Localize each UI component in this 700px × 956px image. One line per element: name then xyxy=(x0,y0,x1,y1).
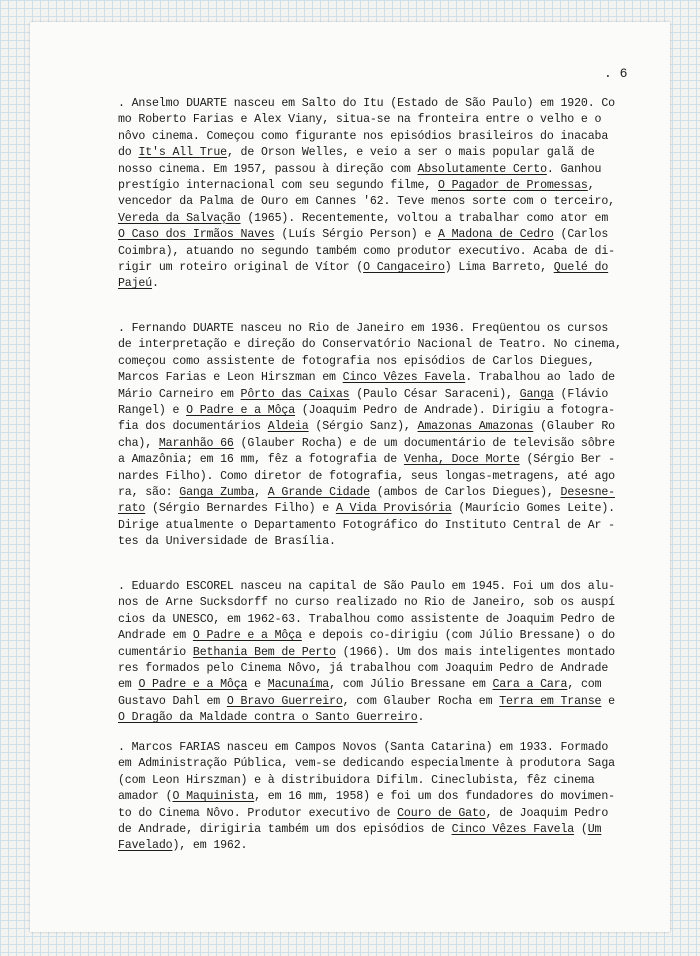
text-segment: cumentário xyxy=(118,645,193,659)
text-segment: , de Orson Welles, e veio a ser o mais popular galã de xyxy=(226,146,595,160)
text-line xyxy=(118,773,628,789)
text-segment: nos de Arne Sucksdorff no curso realizado no Rio de Janeiro, sob os auspí xyxy=(118,596,615,610)
text-line xyxy=(118,469,628,485)
film-title: Macunaíma xyxy=(267,678,330,692)
text-line xyxy=(118,645,628,661)
text-segment: (1966). Um dos mais inteligentes montado xyxy=(335,645,615,659)
text-segment: , em 16 mm, 1958) e foi um dos fundadores do movimen- xyxy=(254,790,615,804)
bio-eduardo-escorel xyxy=(118,579,628,727)
text-line xyxy=(118,337,628,353)
text-segment: mo Roberto Farias e Alex Viany, situa-se na fronteira entre o velho e o xyxy=(118,113,602,127)
text-segment: (Glauber Ro xyxy=(533,420,615,434)
text-segment: de interpretação e direção do Conservatório Nacional de Teatro. No cinema, xyxy=(118,338,622,352)
text-segment: to do Cinema Nôvo. Produtor executivo de xyxy=(118,806,398,820)
text-segment: (Flávio xyxy=(553,387,609,401)
text-line xyxy=(118,710,628,726)
text-line xyxy=(118,822,628,838)
text-segment: . Trabalhou ao lado de xyxy=(465,371,615,385)
film-title: A Vida Provisória xyxy=(335,502,452,516)
text-line xyxy=(118,740,628,756)
text-segment: cios da UNESCO, em 1962-63. Trabalhou como assistente de Joaquim Pedro de xyxy=(118,612,615,626)
text-segment: , xyxy=(254,486,268,500)
text-segment: (1965). Recentemente, voltou a trabalhar como ator em xyxy=(240,211,609,225)
text-line xyxy=(118,162,628,178)
text-segment: . Anselmo DUARTE nasceu em Salto do Itu (Estado de São Paulo) em 1920. Co xyxy=(118,97,615,110)
text-segment: (ambos de Carlos Diegues), xyxy=(369,486,561,500)
text-line xyxy=(118,789,628,805)
text-segment: começou como assistente de fotografia nos episódios de Carlos Diegues, xyxy=(118,354,595,368)
text-segment: Marcos Farias e Leon Hirszman em xyxy=(118,371,343,385)
text-segment: . xyxy=(417,711,425,725)
text-segment: (com Leon Hirszman) e à distribuidora Difilm. Cineclubista, fêz cinema xyxy=(118,773,595,787)
text-segment: . Eduardo ESCOREL nasceu na capital de São Paulo em 1945. Foi um dos alu- xyxy=(118,580,615,593)
text-segment: Dirige atualmente o Departamento Fotográfico do Instituto Central de Ar - xyxy=(118,518,615,532)
film-title: Ganga xyxy=(519,387,554,401)
text-line xyxy=(118,387,628,403)
text-line xyxy=(118,694,628,710)
text-segment: a Amazônia; em 16 mm, fêz a fotografia de xyxy=(118,453,404,467)
text-line xyxy=(118,403,628,419)
text-line xyxy=(118,194,628,210)
film-title: Pôrto das Caixas xyxy=(240,387,350,401)
text-line xyxy=(118,276,628,292)
text-segment: (Sérgio Ber - xyxy=(519,453,615,467)
text-segment: , com Júlio Bressane em xyxy=(329,678,493,692)
text-segment: de Andrade, dirigiria também um dos episódios de xyxy=(118,823,452,837)
film-title: O Pagador de Promessas xyxy=(437,179,588,193)
text-segment: . Ganhou xyxy=(546,162,602,176)
film-title: O Maquinista xyxy=(172,790,255,804)
text-segment: res formados pelo Cinema Nôvo, já trabalhou com Joaquim Pedro de Andrade xyxy=(118,662,609,676)
film-title: Ganga Zumba xyxy=(179,486,255,500)
text-segment: do xyxy=(118,146,139,160)
page-number: . 6 xyxy=(604,66,628,81)
text-line xyxy=(118,534,628,550)
text-segment: (Glauber Rocha) e de um documentário de televisão sôbre xyxy=(233,436,615,450)
film-title: It's All True xyxy=(138,146,227,160)
text-segment: , de Joaquim Pedro xyxy=(485,806,609,820)
bio-fernando-duarte xyxy=(118,321,628,551)
text-segment: nôvo cinema. Começou como figurante nos episódios brasileiros do inacaba xyxy=(118,129,609,143)
text-segment: (Sérgio Bernardes Filho) e xyxy=(145,502,336,516)
bio-marcos-farias xyxy=(118,740,628,855)
text-segment: Gustavo Dahl em xyxy=(118,694,227,708)
text-line xyxy=(118,227,628,243)
text-segment: , xyxy=(587,179,595,193)
text-line xyxy=(118,145,628,161)
text-segment: nardes Filho). Como diretor de fotografia, seus longas-metragens, até ago xyxy=(118,469,615,483)
text-line xyxy=(118,112,628,128)
text-line xyxy=(118,321,628,337)
film-title: Desesne- xyxy=(560,486,615,500)
film-title: Quelé do xyxy=(553,261,609,275)
film-title: Pajeú xyxy=(118,277,153,291)
text-line xyxy=(118,612,628,628)
bio-anselmo-duarte xyxy=(118,96,628,293)
film-title: rato xyxy=(118,502,146,516)
film-title: Amazonas Amazonas xyxy=(417,420,534,434)
text-segment: e depois co-dirigiu (com Júlio Bressane) o do xyxy=(301,629,615,643)
text-segment: Coimbra), atuando no segundo também como produtor executivo. Acaba de di- xyxy=(118,244,615,258)
text-line xyxy=(118,756,628,772)
text-line xyxy=(118,129,628,145)
text-line xyxy=(118,806,628,822)
film-title: O Caso dos Irmãos Naves xyxy=(118,228,275,242)
text-segment: (Luís Sérgio Person) e xyxy=(274,228,438,242)
text-line xyxy=(118,518,628,534)
text-segment: Andrade em xyxy=(118,629,193,643)
text-segment: . xyxy=(152,277,159,291)
text-line xyxy=(118,370,628,386)
text-segment: e xyxy=(601,694,615,708)
text-segment: ( xyxy=(574,823,588,837)
film-title: Aldeia xyxy=(267,420,309,434)
text-segment: nosso cinema. Em 1957, passou à direção com xyxy=(118,162,418,176)
text-line xyxy=(118,452,628,468)
text-segment: prestígio internacional com seu segundo filme, xyxy=(118,179,438,193)
film-title: O Bravo Guerreiro xyxy=(226,694,343,708)
text-segment: (Paulo César Saraceni), xyxy=(349,387,520,401)
text-segment: Mário Carneiro em xyxy=(118,387,241,401)
text-segment: , com Glauber Rocha em xyxy=(342,694,500,708)
text-segment: ), em 1962. xyxy=(172,839,248,853)
film-title: Couro de Gato xyxy=(397,806,486,820)
film-title: Bethania Bem de Perto xyxy=(192,645,336,659)
text-segment: tes da Universidade de Brasília. xyxy=(118,535,336,549)
text-segment: rigir um roteiro original de Vítor ( xyxy=(118,261,364,275)
film-title: Cara a Cara xyxy=(492,678,568,692)
text-line xyxy=(118,501,628,517)
film-title: Cinco Vêzes Favela xyxy=(451,823,575,837)
text-line xyxy=(118,244,628,260)
text-segment: (Joaquim Pedro de Andrade). Dirigiu a fotogra- xyxy=(295,404,615,418)
text-segment: vencedor da Palma de Ouro em Cannes '62. Teve menos sorte com o terceiro, xyxy=(118,195,615,209)
text-line xyxy=(118,96,628,112)
film-title: Absolutamente Certo xyxy=(417,162,547,176)
text-line xyxy=(118,211,628,227)
film-title: O Padre e a Môça xyxy=(192,629,302,643)
text-line xyxy=(118,628,628,644)
text-segment: , com xyxy=(567,678,602,692)
text-line xyxy=(118,178,628,194)
text-segment: . Marcos FARIAS nasceu em Campos Novos (Santa Catarina) em 1933. Formado xyxy=(118,741,609,754)
text-segment: (Sérgio Sanz), xyxy=(308,420,418,434)
film-title: Venha, Doce Morte xyxy=(403,453,520,467)
text-line xyxy=(118,354,628,370)
film-title: O Padre e a Môça xyxy=(186,404,295,418)
text-segment: ) Lima Barreto, xyxy=(444,261,554,275)
text-segment: e xyxy=(247,678,268,692)
text-line xyxy=(118,485,628,501)
text-line xyxy=(118,579,628,595)
film-title: A Grande Cidade xyxy=(267,486,370,500)
text-segment: Rangel) e xyxy=(118,404,187,418)
text-line xyxy=(118,595,628,611)
film-title: Favelado xyxy=(118,839,173,853)
text-line xyxy=(118,838,628,854)
film-title: O Dragão da Maldade contra o Santo Guerreiro xyxy=(118,711,418,725)
film-title: Maranhão 66 xyxy=(158,436,234,450)
film-title: O Padre e a Môça xyxy=(138,678,248,692)
text-segment: cha), xyxy=(118,436,159,450)
film-title: A Madona de Cedro xyxy=(437,228,554,242)
film-title: O Cangaceiro xyxy=(363,261,445,275)
film-title: Vereda da Salvação xyxy=(118,211,241,225)
film-title: Cinco Vêzes Favela xyxy=(342,371,466,385)
film-title: Um xyxy=(587,823,602,837)
text-segment: amador ( xyxy=(118,790,173,804)
text-segment: em xyxy=(118,678,139,692)
text-segment: (Maurício Gomes Leite). xyxy=(451,502,615,516)
text-segment: . Fernando DUARTE nasceu no Rio de Janeiro em 1936. Freqüentou os cursos xyxy=(118,322,609,335)
text-segment: em Administração Pública, vem-se dedicando especialmente à produtora Saga xyxy=(118,757,615,771)
text-line xyxy=(118,260,628,276)
text-segment: ra, são: xyxy=(118,486,180,500)
film-title: Terra em Transe xyxy=(499,694,602,708)
text-line xyxy=(118,436,628,452)
text-segment: (Carlos xyxy=(553,228,609,242)
text-line xyxy=(118,661,628,677)
text-segment: fia dos documentários xyxy=(118,420,268,434)
text-line xyxy=(118,677,628,693)
text-line xyxy=(118,419,628,435)
